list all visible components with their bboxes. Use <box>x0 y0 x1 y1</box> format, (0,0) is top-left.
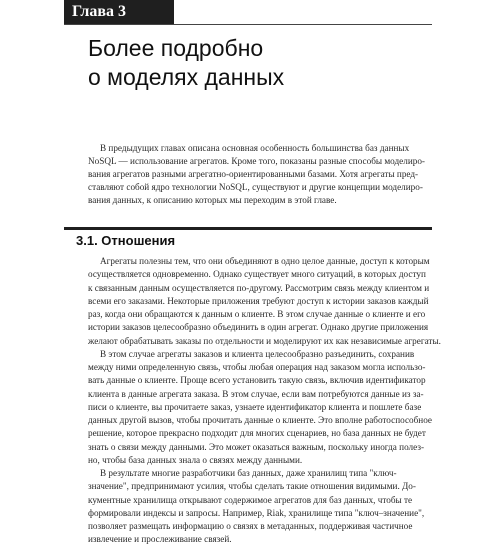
body-line: писи о клиенте, вы прочитаете заказ, узнаете идентификатор клиента и пошлете базе <box>88 401 422 412</box>
body-line: всеми его заказами. Некоторые приложения требуют доступ к истории заказов каждый <box>88 295 429 306</box>
body-line: извлечение и прослеживание связей. <box>88 534 232 545</box>
body-line: решение, которое прекрасно подходит для многих сценариев, но база данных не будет <box>88 428 426 439</box>
body-line: значение", предпринимают усилия, чтобы сделать такие отношения видимыми. До- <box>88 481 416 492</box>
intro-paragraph <box>88 142 431 206</box>
body-line: истории заказов целесообразно объединить в один агрегат. Однако другие приложения <box>88 322 429 333</box>
intro-line: NoSQL — использование агрегатов. Кроме того, показаны разные способы моделиро- <box>88 155 425 166</box>
body-line: желают обрабатывать заказы по отдельности и моделируют их как независимые агрегаты. <box>88 335 441 346</box>
body-line: Агрегаты полезны тем, что они объединяют в одно целое данные, доступ к которым <box>100 256 430 266</box>
body-line: раз, когда они обращаются к данным о клиенте. В этом случае данные о клиенте и его <box>88 309 426 319</box>
body-line: между ними определенную связь, чтобы любая операция над заказом могла использо- <box>88 362 426 372</box>
body-line: вать данные о клиенте. Проще всего установить такую связь, включив идентификатор <box>88 375 426 386</box>
intro-line: В предыдущих главах описана основная особенность большинства баз данных <box>100 143 410 153</box>
body-line: но, чтобы база данных знала о связях между данными. <box>88 454 303 465</box>
section-body <box>88 255 441 547</box>
chapter-title <box>88 34 468 92</box>
chapter-label <box>64 0 174 24</box>
body-line: В результате многие разработчики баз данных, даже хранилищ типа "ключ- <box>100 468 397 478</box>
body-line: к связанным данным осуществляется по-другому. Рассмотрим связь между клиентом и <box>88 282 430 293</box>
intro-line: вания данных, к описанию которых мы переходим в этой главе. <box>88 194 337 205</box>
chapter-title-line-1: Более подробно <box>88 35 264 61</box>
section-heading: 3.1. Отношения <box>76 233 176 248</box>
chapter-title-line-2: о моделях данных <box>88 64 285 90</box>
body-line: В этом случае агрегаты заказов и клиента целесообразно разъединить, сохранив <box>100 348 415 359</box>
body-line: позволяет размещать информацию о связях в метаданных, поддерживая частичное <box>88 521 413 531</box>
chapter-label-text: Глава 3 <box>72 3 126 20</box>
intro-line: ставляют собой ядро технологии NoSQL, существуют и другие концепции моделиро- <box>88 181 423 192</box>
body-line: знать о связи между данными. Это может оказаться важным, поскольку иногда полез- <box>88 441 425 452</box>
body-line: осуществляется одновременно. Однако существует много ситуаций, в которых доступ <box>88 269 426 280</box>
body-line: формировали индексы и запросы. Например, Riak, хранилище типа "ключ–значение", <box>88 507 425 518</box>
body-line: клиента в данные агрегата заказа. В этом случае, если вам потребуются данные из за- <box>88 388 424 399</box>
body-line: данных другой вызов, чтобы прочитать данные о клиенте. Это вполне работоспособное <box>88 415 432 425</box>
chapter-rule <box>64 24 432 25</box>
section-rule <box>64 227 432 230</box>
body-line: кументные хранилища открывают содержимое агрегатов для баз данных, чтобы те <box>88 494 413 505</box>
intro-line: вания агрегатов разными агрегатно-ориентированными базами. Хотя агрегаты пред- <box>88 168 419 179</box>
